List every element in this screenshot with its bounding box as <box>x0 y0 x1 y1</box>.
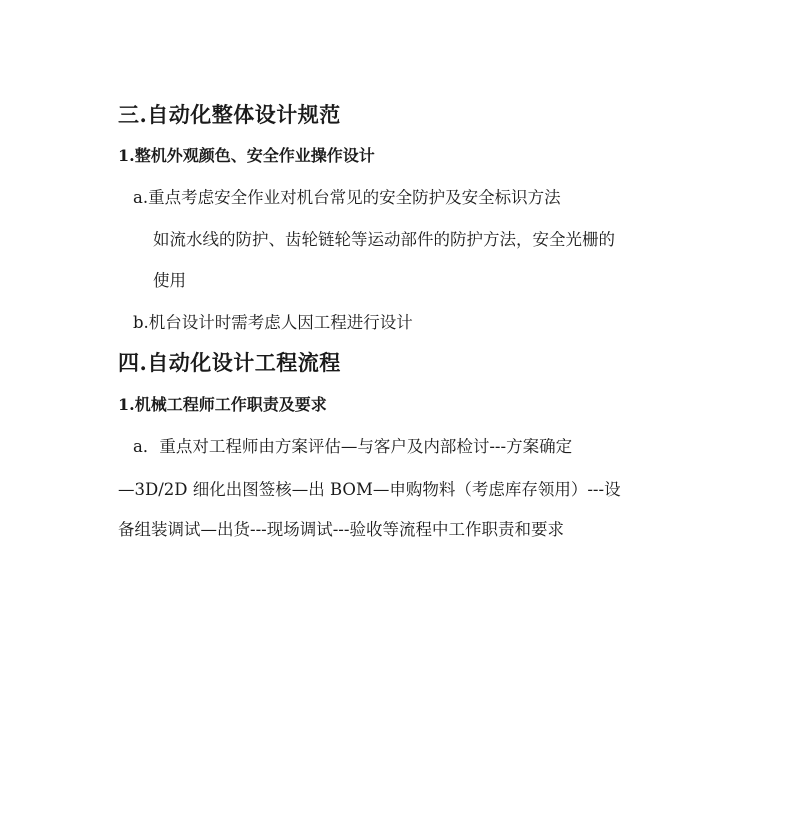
subsection-heading-1: 1.整机外观颜色、安全作业操作设计 <box>118 146 375 165</box>
paragraph-continuation: 如流水线的防护、齿轮链轮等运动部件的防护方法，安全光栅的 <box>153 230 615 249</box>
subsection-heading-1: 1.机械工程师工作职责及要求 <box>118 395 327 414</box>
paragraph-continuation: 使用 <box>153 271 186 290</box>
paragraph-item-b: b.机台设计时需考虑人因工程进行设计 <box>133 313 413 332</box>
paragraph-continuation: 备组装调试—出货---现场调试---验收等流程中工作职责和要求 <box>118 520 564 539</box>
section-heading-4: 四.自动化设计工程流程 <box>118 350 341 375</box>
paragraph-item-a: a.重点考虑安全作业对机台常见的安全防护及安全标识方法 <box>133 188 561 207</box>
paragraph-continuation: —3D/2D 细化出图签核—出 BOM—申购物料（考虑库存领用）---设 <box>118 480 621 499</box>
paragraph-item-a: a．重点对工程师由方案评估—与客户及内部检讨---方案确定 <box>133 437 573 456</box>
section-heading-3: 三.自动化整体设计规范 <box>118 102 341 127</box>
